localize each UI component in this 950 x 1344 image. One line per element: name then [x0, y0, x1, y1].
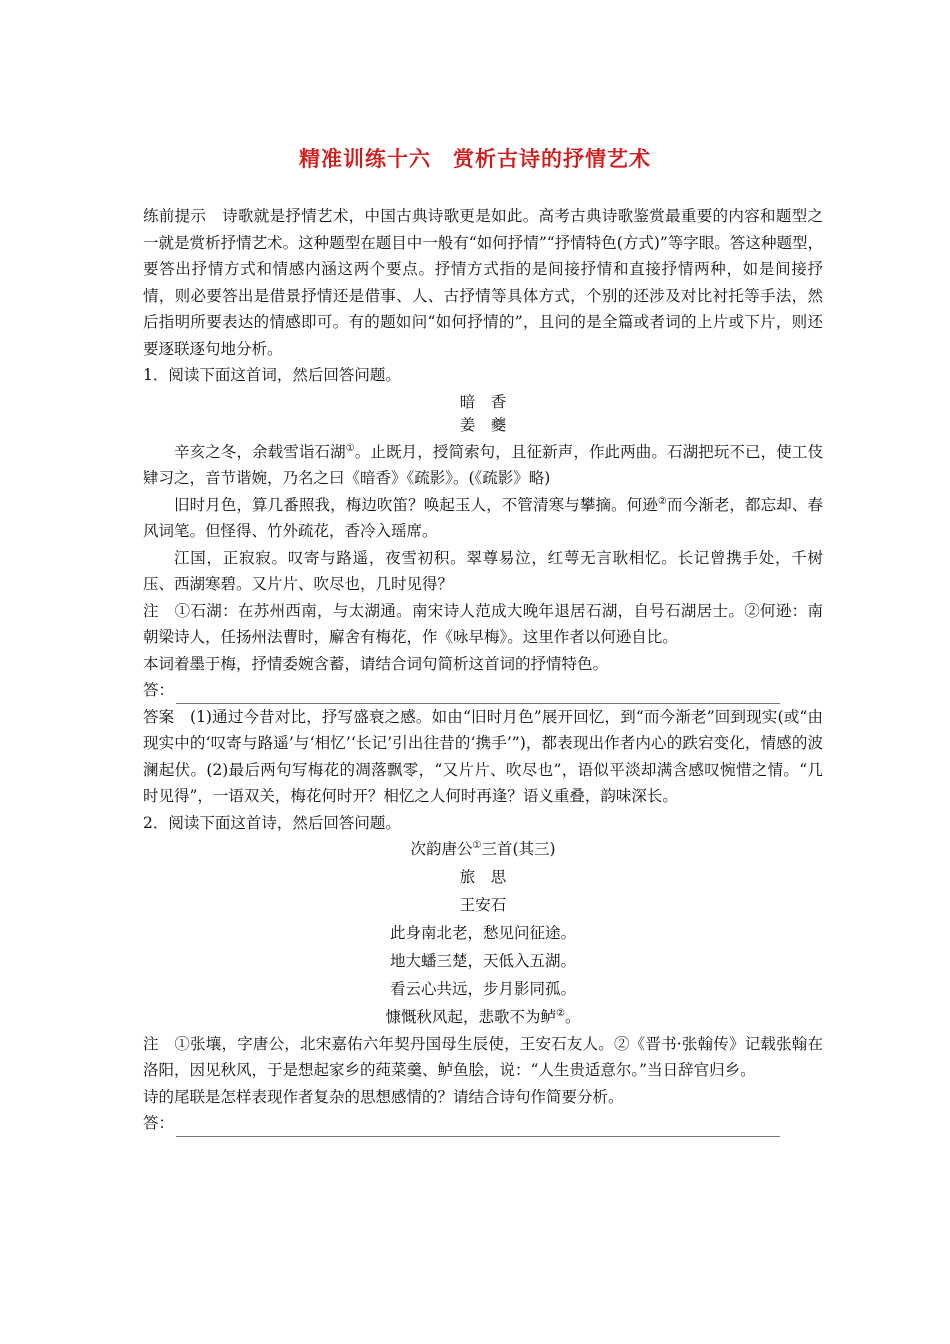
note-mark: ①: [472, 839, 482, 851]
q2-poem-line-1: 此身南北老，愁见问征途。: [389, 923, 576, 942]
q1-note: 注 ①石湖：在苏州西南，与太湖通。南宋诗人范成大晚年退居石湖，自号石湖居士。②何逊：南朝梁诗人，任扬州法曹时，廨舍有梅花，作《咏早梅》。这里作者以何逊自比。: [143, 601, 823, 646]
q2-answer-row: [143, 1110, 823, 1137]
q2-subtitle: 旅 思: [459, 867, 507, 886]
q1-stanza-1: 旧时月色，算几番照我，梅边吹笛？唤起玉人，不管清寒与攀摘。何逊②而今渐老，都忘却、春风词笔。但怪得、竹外疏花，香冷入瑶席。: [143, 495, 823, 540]
q1-answer-label: 答：: [143, 681, 175, 699]
q1-stanza-2: 江国，正寂寂。叹寄与路遥，夜雪初积。翠尊易泣，红萼无言耿相忆。长记曾携手处，千树压、西湖寒碧。又片片、吹尽也，几时见得？: [143, 548, 823, 593]
note-mark: ②: [556, 1007, 565, 1019]
q2-poem-line-2: 地大蟠三楚，天低入五湖。: [389, 951, 576, 970]
q1-answer-text: 答案 (1)通过今昔对比，抒写盛衰之感。如由“旧时月色”展开回忆，到“而今渐老”回到现实(或“由现实中的‘叹寄与路遥’与‘相忆’‘长记’引出往昔的‘携手’”)，都表现出作者内心的跌宕变化，情感的波澜起伏。(2)最后两句写梅花的凋落飘零，“又片片、吹尽也”，语似平淡却满含感叹惋惜之情。“几时见得”，一语双关，梅花何时开？相忆之人何时再逢？语义重叠，韵味深长。: [143, 707, 823, 805]
intro-paragraph: 练前提示 诗歌就是抒情艺术，中国古典诗歌更是如此。高考古典诗歌鉴赏最重要的内容和题型之一就是赏析抒情艺术。这种题型在题目中一般有“如何抒情”“抒情特色(方式)”等字眼。答这种题型，要答出抒情方式和情感内涵这两个要点。抒情方式指的是间接抒情和直接抒情两种，如是间接抒情，则必要答出是借景抒情还是借事、人、古抒情等具体方式，个别的还涉及对比衬托等手法，然后指明所要表达的情感即可。有的题如问“如何抒情的”，且问的是全篇或者词的上片或下片，则还要逐联逐句地分析。: [143, 207, 823, 358]
q2-author: 王安石: [459, 895, 507, 914]
q1-poem-title: 暗 香: [459, 392, 507, 411]
q2-answer-field[interactable]: [176, 1118, 780, 1137]
note-mark: ②: [657, 495, 667, 507]
q1-answer-field[interactable]: [176, 685, 780, 704]
q2-poem-title: 次韵唐公①三首(其三): [410, 839, 556, 858]
q1-preface: 辛亥之冬，余载雪诣石湖①。止既月，授简索句，且征新声，作此两曲。石湖把玩不已，使工伎肄习之，音节谐婉，乃名之曰《暗香》《疏影》。(《疏影》略): [143, 442, 823, 487]
q1-prompt: 1．阅读下面这首词，然后回答问题。: [143, 366, 401, 384]
note-mark: ①: [345, 442, 355, 454]
q2-note: 注 ①张壤，字唐公，北宋嘉佑六年契丹国母生辰使，王安石友人。②《晋书·张翰传》记载张翰在洛阳，因见秋风，于是想起家乡的莼菜羹、鲈鱼脍，说：“人生贵适意尔。”当日辞官归乡。: [143, 1034, 823, 1079]
page-title: 精准训练十六 赏析古诗的抒情艺术: [299, 146, 651, 171]
q1-answer-row: [143, 677, 823, 704]
q2-prompt: 2．阅读下面这首诗，然后回答问题。: [143, 813, 401, 832]
q2-answer-label: 答：: [143, 1114, 175, 1132]
q2-question: 诗的尾联是怎样表现作者复杂的思想感情的？请结合诗句作简要分析。: [143, 1087, 624, 1106]
q1-author: 姜 夔: [459, 416, 507, 434]
document-body: [143, 203, 823, 1137]
q1-question: 本词着墨于梅，抒情委婉含蓄，请结合词句简析这首词的抒情特色。: [143, 654, 609, 673]
q2-poem-line-4: 慷慨秋风起，悲歌不为鲈②。: [385, 1007, 581, 1026]
q2-poem-line-3: 看云心共远，步月影同孤。: [389, 979, 576, 998]
